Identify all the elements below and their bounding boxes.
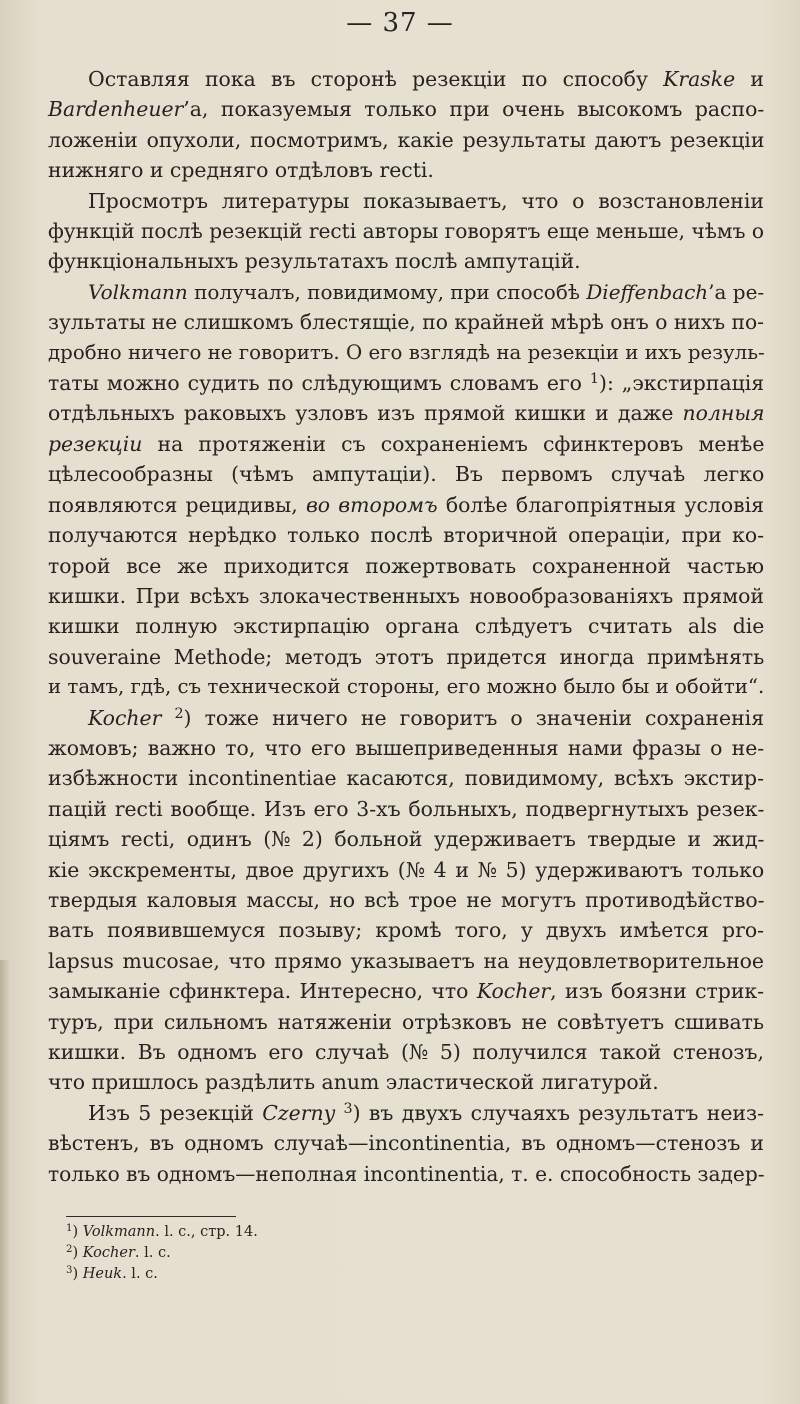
- text-line: ціямъ recti, одинъ (№ 2) больной удерживаетъ твердые и жид-: [48, 827, 765, 852]
- text-line: функцій послѣ резекцій recti авторы говорятъ еще меньше, чѣмъ о: [48, 219, 764, 244]
- footnote-text: ) Kocher. l. c.: [72, 1245, 171, 1261]
- text-line: таты можно судить по слѣдующимъ словамъ его $^1$): „экстирпація: [48, 370, 765, 396]
- text-line: и тамъ, гдѣ, съ технической стороны, его можно было бы и обойти“.: [48, 675, 765, 699]
- text-line: кишки полную экстирпацію органа слѣдуетъ считать als die: [48, 614, 765, 639]
- text-line: избѣжности incontinentiae касаются, повидимому, всѣхъ экстир-: [48, 766, 764, 791]
- footnotes: [66, 1222, 466, 1285]
- text-line: жомовъ; важно то, что его вышеприведенныя нами фразы о не-: [48, 735, 765, 760]
- text-line: lapsus mucosae, что прямо указываетъ на неудовлетворительное: [48, 948, 764, 973]
- text-line: Bardenheuer’a, показуемыя только при очень высокомъ распо-: [48, 97, 765, 122]
- footnote-mark: 3: [66, 1264, 73, 1276]
- text-line: Volkmann получалъ, повидимому, при способѣ Dieffenbach’a ре-: [88, 279, 765, 304]
- text-line: Изъ 5 резекцій Czerny $^3$) въ двухъ случаяхъ результатъ неиз-: [88, 1100, 765, 1125]
- footnote-mark: 2: [66, 1243, 73, 1255]
- text-line: кіе экскременты, двое другихъ (№ 4 и № 5) удерживаютъ только: [48, 857, 765, 882]
- footnote: [66, 1264, 466, 1285]
- footnote-text: ) Heuk. l. c.: [72, 1266, 158, 1282]
- text-line: резекціи на протяженіи съ сохраненіемъ сфинктеровъ менѣе: [48, 431, 765, 456]
- footnote-separator: [66, 1216, 236, 1217]
- text-line: Просмотръ литературы показываетъ, что о возстановленіи: [88, 188, 764, 213]
- text-line: зультаты не слишкомъ блестящіе, по крайней мѣрѣ онъ о нихъ по-: [48, 310, 764, 335]
- text-line: пацій recti вообще. Изъ его 3-хъ больныхъ, подвергнутыхъ резек-: [48, 796, 765, 821]
- text-line: вѣстенъ, въ одномъ случаѣ—incontinentia, въ одномъ—стенозъ и: [48, 1131, 764, 1156]
- page-number: — 37 —: [346, 8, 454, 38]
- text-line: появляются рецидивы, во второмъ болѣе благопріятныя условія: [48, 492, 764, 517]
- text-line: твердыя каловыя массы, но всѣ трое не могутъ противодѣйство-: [48, 887, 765, 912]
- body-text: [48, 64, 764, 1189]
- text-line: только въ одномъ—неполная incontinentia, т. е. способность задер-: [48, 1161, 765, 1186]
- text-line: туръ, при сильномъ натяженіи отрѣзковъ не совѣтуетъ сшивать: [48, 1009, 764, 1034]
- text-line: цѣлесообразны (чѣмъ ампутаціи). Въ первомъ случаѣ легко: [48, 462, 765, 487]
- footnote: [66, 1222, 466, 1243]
- text-line: Оставляя пока въ сторонѣ резекціи по способу Kraske и: [88, 67, 765, 91]
- footnote-text: ) Volkmann. l. c., стр. 14.: [72, 1224, 258, 1240]
- text-line: что пришлось раздѣлить anum эластической лигатурой.: [48, 1070, 659, 1095]
- binding-shadow: [0, 960, 10, 1404]
- text-line: Kocher $^2$) тоже ничего не говоритъ о значеніи сохраненія: [88, 705, 765, 730]
- text-line: отдѣльныхъ раковыхъ узловъ изъ прямой кишки и даже полныя: [48, 401, 765, 426]
- text-line: кишки. При всѣхъ злокачественныхъ новообразованіяхъ прямой: [48, 583, 764, 608]
- text-line: дробно ничего не говоритъ. О его взглядѣ на резекціи и ихъ резуль-: [48, 340, 765, 364]
- text-line: ложеніи опухоли, посмотримъ, какіе результаты даютъ резекціи: [48, 127, 765, 152]
- text-line: торой все же приходится пожертвовать сохраненной частью: [48, 553, 764, 578]
- text-line: souveraine Methode; методъ этотъ придется иногда примѣнять: [48, 644, 765, 669]
- text-line: кишки. Въ одномъ его случаѣ (№ 5) получился такой стенозъ,: [48, 1040, 764, 1064]
- text-line: получаются нерѣдко только послѣ вторичной операціи, при ко-: [48, 523, 764, 548]
- text-line: вать появившемуся позыву; кромѣ того, у двухъ имѣется pro-: [48, 918, 764, 943]
- footnote: [66, 1243, 466, 1264]
- text-line: функціональныхъ результатахъ послѣ ампутацій.: [48, 249, 581, 274]
- text-line: замыканіе сфинктера. Интересно, что Kocher, изъ боязни стрик-: [48, 979, 765, 1004]
- text-line: нижняго и средняго отдѣловъ recti.: [48, 158, 434, 183]
- footnote-mark: 1: [66, 1222, 73, 1234]
